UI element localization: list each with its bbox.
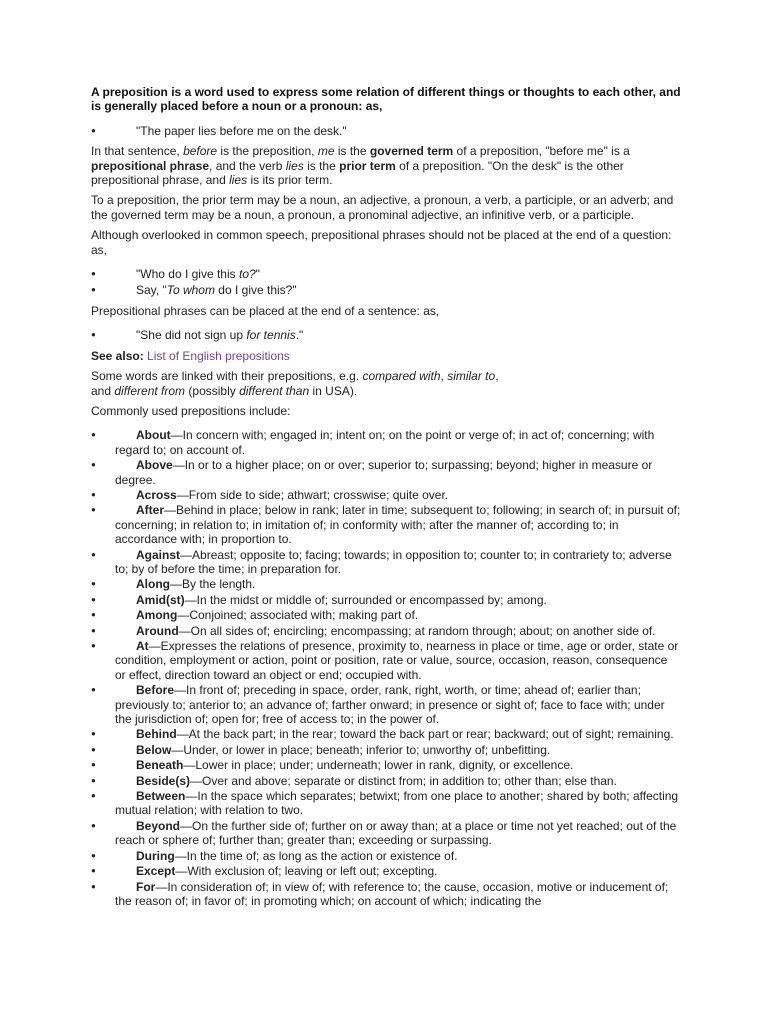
- example-list-2: [91, 267, 681, 298]
- list-item: [91, 849, 681, 863]
- preposition-term: Between: [136, 789, 186, 804]
- list-item: ● "The paper lies before me on the desk.": [91, 124, 681, 138]
- bold-term: prior term: [339, 158, 396, 173]
- example-list-1: [91, 124, 681, 138]
- see-also-label: See also:: [91, 348, 144, 363]
- see-also: [91, 349, 681, 363]
- prior-term-paragraph: To a preposition, the prior term may be a noun, an adjective, a pronoun, a verb, a participle, or an adverb; and the governed term may be a noun, a pronoun, a pronominal adjective, an infinitive verb, or a participle.: [91, 193, 674, 222]
- list-item: [91, 639, 681, 682]
- document-content: [91, 85, 681, 914]
- preposition-definition: —With exclusion of; leaving or left out; excepting.: [175, 864, 438, 879]
- preposition-definition: —In or to a higher place; on or over; superior to; surpassing; beyond; higher in measure or degree.: [115, 458, 653, 487]
- preposition-definition: —On all sides of; encircling; encompassing; at random through; about; on another side of.: [178, 623, 656, 638]
- preposition-definition: —In the space which separates; betwixt; from one place to another; shared by both; affecting mutual relation; with relation to two.: [115, 789, 679, 818]
- italic-term: different than: [239, 383, 310, 398]
- preposition-definition: —Lower in place; under; underneath; lower in rank, dignity, or excellence.: [183, 758, 574, 773]
- text-run: (possibly: [185, 383, 240, 398]
- preposition-definition: —In concern with; engaged in; intent on; on the point or verge of; in act of; concerning; with regard to; on account of.: [115, 428, 655, 457]
- preposition-term: Amid(st): [136, 592, 185, 607]
- list-item: [91, 283, 681, 297]
- text-run: In that sentence,: [91, 144, 184, 159]
- list-item: [91, 577, 681, 591]
- preposition-definition: —On the further side of; further on or away than; at a place or time not yet reached; out of the reach or sphere of; further than; greater than; exceeding or surpassing.: [115, 818, 677, 848]
- preposition-term: At: [136, 639, 149, 653]
- preposition-term: Beyond: [136, 818, 181, 833]
- italic-term: To whom: [166, 283, 215, 298]
- text-run: is the: [303, 158, 340, 173]
- preposition-term: After: [136, 503, 165, 518]
- preposition-definition: —Conjoined; associated with; making part of.: [177, 608, 419, 623]
- list-item: [91, 774, 681, 788]
- list-item: [91, 593, 681, 607]
- text-run: ,: [495, 369, 499, 384]
- preposition-term: Behind: [136, 727, 177, 742]
- preposition-definition: —Over and above; separate or distinct from; in addition to; other than; else than.: [190, 773, 617, 788]
- list-item: [91, 880, 681, 909]
- text-run: Some words are linked with their prepositions, e.g.: [91, 369, 363, 384]
- text-run: is the preposition,: [217, 144, 318, 159]
- text-run: ,: [440, 369, 448, 384]
- preposition-term: During: [136, 848, 175, 863]
- explanation-paragraph: [91, 144, 681, 187]
- list-item: [91, 624, 681, 638]
- english-prepositions-link[interactable]: List of English prepositions: [147, 348, 290, 363]
- italic-term: before: [183, 144, 218, 159]
- list-item: [91, 548, 681, 577]
- preposition-definition: —In the midst or middle of; surrounded or encompassed by; among.: [184, 592, 547, 607]
- italic-term: for tennis: [246, 328, 296, 343]
- text-run: "She did not sign up: [136, 328, 247, 343]
- list-item: [91, 328, 681, 342]
- list-item: [91, 727, 681, 741]
- preposition-term: Below: [136, 742, 172, 757]
- preposition-definition: —Under, or lower in place; beneath; inferior to; unworthy of; unbefitting.: [171, 742, 551, 757]
- preposition-definition: —In consideration of; in view of; with reference to; the cause, occasion, motive or inducement of; the reason of; in favor of; in promoting which; on account of which; indicating the: [115, 879, 669, 908]
- italic-term: lies: [229, 173, 248, 188]
- list-item: [91, 428, 681, 457]
- italic-term: compared with: [362, 369, 441, 384]
- text-run: "Who do I give this: [136, 267, 239, 282]
- preposition-definition: —From side to side; athwart; crosswise; quite over.: [176, 487, 449, 502]
- list-item: [91, 503, 681, 546]
- preposition-term: Except: [136, 864, 176, 879]
- list-item: [91, 789, 681, 818]
- preposition-term: Among: [136, 608, 178, 623]
- text-run: .": [295, 328, 304, 343]
- italic-term: different from: [114, 383, 186, 398]
- preposition-term: Across: [136, 487, 177, 502]
- preposition-term: Before: [136, 683, 175, 698]
- preposition-definition: —At the back part; in the rear; toward the back part or rear; backward; out of sight; remaining.: [176, 727, 674, 742]
- preposition-definition: —In front of; preceding in space, order, rank, right, worth, or time; ahead of; earlier than; previously to; anterior to; an advance of; farther onward; in presence or sight of; face to face with; under the jurisdiction of; open for; free of access to; in the power of.: [115, 683, 665, 727]
- commonly-used-heading: Commonly used prepositions include:: [91, 403, 291, 418]
- preposition-term: Above: [136, 458, 173, 473]
- intro-paragraph: A preposition is a word used to express some relation of different things or thoughts to each other, and is generally placed before a noun or a pronoun: as,: [91, 85, 681, 114]
- list-item: [91, 683, 681, 726]
- preposition-definition: —Behind in place; below in rank; later in time; subsequent to; following; in search of; in pursuit of; concerning; in relation to; in imitation of; in conformity with; after the manner of; according to; in accordance with; in proportion to.: [115, 503, 681, 547]
- list-item: [91, 758, 681, 772]
- preposition-definition: —Abreast; opposite to; facing; towards; in opposition to; counter to; in contrariety to; adverse to; by of before the time; in preparation for.: [115, 547, 672, 576]
- text-run: is its prior term.: [247, 173, 333, 188]
- sentence-end-paragraph: Prepositional phrases can be placed at the end of a sentence: as,: [91, 303, 440, 318]
- text-run: , and the verb: [209, 158, 286, 173]
- preposition-definition: —Expresses the relations of presence, proximity to, nearness in place or time, age or order, state or condition, employment or action, point or position, rate or value, source, occasion, reason, consequence or effect, direction toward an object or end; occupied with.: [115, 639, 679, 682]
- bold-term: prepositional phrase: [91, 158, 210, 173]
- text-run: do I give this?": [214, 283, 297, 298]
- bold-term: governed term: [369, 144, 454, 159]
- italic-term: similar to: [447, 369, 496, 384]
- text-run: is the: [334, 144, 370, 159]
- text-run: of a preposition, "before me" is a: [453, 144, 630, 159]
- preposition-definition: —In the time of; as long as the action or existence of.: [174, 848, 458, 863]
- preposition-term: Beneath: [136, 758, 184, 773]
- linked-words-paragraph: [91, 369, 681, 398]
- text-run: of a preposition. "On the desk" is the other prepositional phrase, and: [91, 158, 624, 188]
- preposition-term: Along: [136, 577, 170, 592]
- preposition-term: For: [136, 879, 156, 894]
- preposition-term: Against: [136, 547, 181, 562]
- example-list-3: [91, 328, 681, 342]
- preposition-term: Beside(s): [136, 773, 191, 788]
- text-run: Say, ": [136, 283, 167, 298]
- list-item: [91, 267, 681, 281]
- text-run: and: [91, 383, 115, 398]
- text-run: ": [255, 267, 260, 282]
- list-item: [91, 488, 681, 502]
- italic-term: lies: [285, 158, 304, 173]
- list-item: [91, 608, 681, 622]
- preposition-term: About: [136, 428, 171, 443]
- question-paragraph: Although overlooked in common speech, prepositional phrases should not be placed at the end of a question: as,: [91, 228, 672, 257]
- list-item: [91, 458, 681, 487]
- prepositions-list: [91, 428, 681, 908]
- italic-term: to?: [238, 267, 256, 282]
- text-run: in USA).: [309, 383, 358, 398]
- preposition-definition: —By the length.: [170, 577, 256, 592]
- preposition-term: Around: [136, 623, 179, 638]
- list-item: [91, 743, 681, 757]
- list-item: [91, 819, 681, 848]
- italic-term: me: [317, 144, 335, 159]
- list-item: [91, 864, 681, 878]
